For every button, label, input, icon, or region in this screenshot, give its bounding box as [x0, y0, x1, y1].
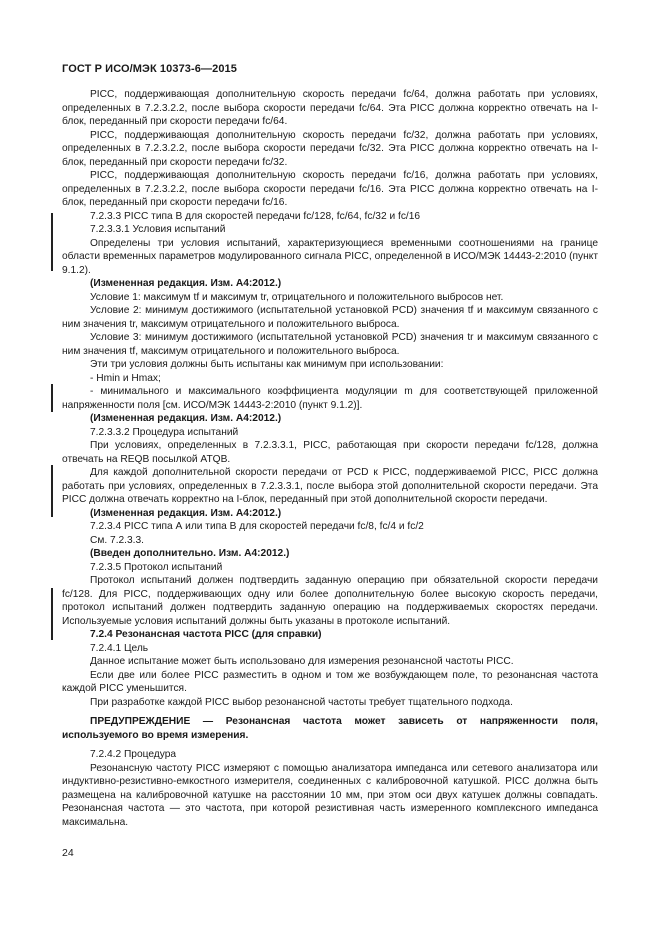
paragraph: Для каждой дополнительной скорости передачи от PCD к PICC, поддерживаемой PICC, PICC должна работать при условиях, определенных в 7.2.3.3.1, после выбора этой дополнительной скорости передачи. Эта PICC должна отвечать корректно на I-блок, переданный при этой дополнительной скорости передачи.	[62, 467, 598, 505]
section-heading: 7.2.3.4 PICC типа А или типа В для скоростей передачи fc/8, fc/4 и fc/2	[90, 521, 424, 532]
warning-text: ПРЕДУПРЕЖДЕНИЕ — Резонансная частота может зависеть от напряженности поля, используемого во время измерения.	[62, 716, 598, 741]
amendment-note: (Измененная редакция. Изм. А4:2012.)	[90, 278, 282, 289]
list-item: - Hmin и Hmax;	[90, 372, 161, 384]
paragraph: Резонансную частоту PICC измеряют с помощью анализатора импеданса или сетевого анализатора или индуктивно-резистивно-емкостного измерителя, соединенных с калибровочной катушкой. PICC должна быть размещена на калибровочной катушке на расстоянии 10 мм, при этом оси двух катушек должны совпадать. Резонансная частота — это частота, при которой резистивная часть измеренного комплексного импеданса максимальна.	[62, 762, 598, 828]
paragraph: При разработке каждой PICC выбор резонансной частоты требует тщательного подхода.	[90, 696, 513, 708]
paragraph: При условиях, определенных в 7.2.3.3.1, PICC, работающая при скорости передачи fc/128, должна отвечать на REQB посылкой ATQB.	[62, 440, 598, 465]
paragraph: Если две или более PICC разместить в одном и том же возбуждающем поле, то резонансная частота каждой PICC уменьшится.	[62, 669, 598, 694]
list-item: - минимального и максимального коэффициента модуляции m для соответствующей приложенной напряженности поля [см. ИСО/МЭК 14443-2:2010 (пункт 9.1.2)].	[62, 386, 598, 411]
subsection-heading: 7.2.3.3.2 Процедура испытаний	[90, 426, 239, 438]
paragraph: Определены три условия испытаний, характеризующиеся временными соотношениями на границе области временных параметров модулированного сигнала PICC, определенной в ИСО/МЭК 14443-2:2010 (пункт 9.1.2).	[62, 237, 598, 276]
paragraph: Эти три условия должны быть испытаны как минимум при использовании:	[90, 359, 444, 370]
paragraph: См. 7.2.3.3.	[90, 534, 145, 546]
change-bar	[51, 213, 53, 271]
condition-item: Условие 3: минимум достижимого (испытательной установкой PCD) значения tr и максимум связанного с ним значения tf, максимум отрицательного и положительного выброса.	[62, 332, 598, 357]
amendment-note: (Измененная редакция. Изм. А4:2012.)	[90, 413, 282, 424]
paragraph: PICC, поддерживающая дополнительную скорость передачи fc/16, должна работать при условиях, определенных в 7.2.3.2.2, после выбора скорости передачи fc/16. Эта PICC должна корректно отвечать на I-блок, переданный при скорости передачи fc/16.	[62, 170, 598, 208]
paragraph: Протокол испытаний должен подтвердить заданную операцию при обязательной скорости передачи fc/128. Для PICC, поддерживающих одну или более дополнительную более высокую скорость передачи, протокол испытаний должен подтвердить заданную операцию на поддерживаемых скоростях передачи. Используемые условия испытаний должны быть указаны в протоколе испытаний.	[62, 575, 598, 627]
section-heading: 7.2.3.5 Протокол испытаний	[90, 561, 223, 573]
paragraph: PICC, поддерживающая дополнительную скорость передачи fc/32, должна работать при условиях, определенных в 7.2.3.2.2, после выбора скорости передачи fc/32. Эта PICC должна корректно отвечать на I-блок, переданный при скорости передачи fc/32.	[62, 129, 598, 168]
subsection-heading: 7.2.4.2 Процедура	[90, 749, 177, 760]
amendment-note: (Введен дополнительно. Изм. А4:2012.)	[90, 548, 290, 559]
paragraph: Данное испытание может быть использовано для измерения резонансной частоты PICC.	[90, 656, 514, 667]
section-heading: 7.2.4 Резонансная частота PICC (для справки)	[90, 629, 322, 640]
amendment-note: (Измененная редакция. Изм. А4:2012.)	[90, 507, 282, 519]
condition-item: Условие 2: минимум достижимого (испытательной установкой PCD) значения tf и максимум связанного с ним значения tr, максимум отрицательного и положительного выброса.	[62, 305, 598, 330]
page-number: 24	[62, 847, 74, 859]
change-bar	[51, 588, 53, 640]
subsection-heading: 7.2.4.1 Цель	[90, 642, 149, 654]
page-body	[62, 88, 598, 829]
change-bar	[51, 465, 53, 517]
document-header: ГОСТ Р ИСО/МЭК 10373-6—2015	[62, 63, 237, 75]
subsection-heading: 7.2.3.3.1 Условия испытаний	[90, 224, 226, 235]
section-heading: 7.2.3.3 PICC типа В для скоростей передачи fc/128, fc/64, fc/32 и fc/16	[90, 210, 421, 222]
change-bar	[51, 384, 53, 412]
condition-item: Условие 1: максимум tf и максимум tr, отрицательного и положительного выбросов нет.	[90, 291, 504, 303]
paragraph: PICC, поддерживающая дополнительную скорость передачи fc/64, должна работать при условиях, определенных в 7.2.3.2.2, после выбора скорости передачи fc/64. Эта PICC должна корректно отвечать на I-блок, переданный при скорости передачи fc/64.	[62, 89, 598, 127]
